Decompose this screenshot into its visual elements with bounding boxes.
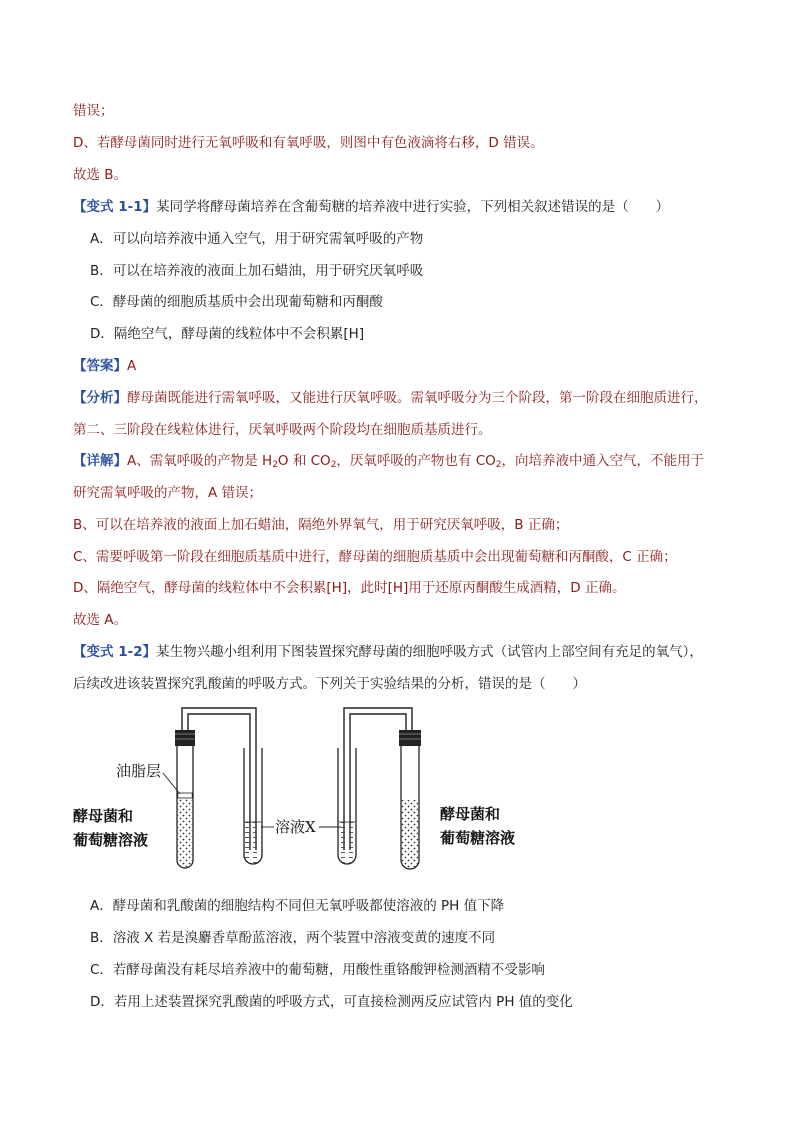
detail-a-text: ，向培养液中通入空气，不能用于 xyxy=(501,453,704,469)
prev-line-3: 故选 B。 xyxy=(73,167,128,183)
label-yeast-left-1: 酵母菌和 xyxy=(73,807,134,825)
prev-line-1: 错误； xyxy=(73,103,114,119)
label-yeast-right-1: 酵母菌和 xyxy=(440,805,501,823)
q2-option-d[interactable]: D．若用上述装置探究乳酸菌的呼吸方式，可直接检测两反应试管内 PH 值的变化 xyxy=(90,994,573,1010)
q1-stem: 某同学将酵母菌培养在含葡萄糖的培养液中进行实验，下列相关叙述错误的是（ ） xyxy=(156,199,670,215)
q1-option-d[interactable]: D．隔绝空气，酵母菌的线粒体中不会积累[H] xyxy=(90,326,365,342)
q1-answer-line xyxy=(73,356,136,376)
experiment-apparatus-figure xyxy=(68,700,538,880)
label-yeast-left-2: 葡萄糖溶液 xyxy=(73,831,149,849)
q1-option-a[interactable]: A．可以向培养液中通入空气，用于研究需氧呼吸的产物 xyxy=(90,231,424,247)
label-solution-x: 溶液X xyxy=(275,818,316,836)
q1-detail-line-a xyxy=(73,451,704,471)
q1-analysis-line-1 xyxy=(73,388,708,408)
label-oil-layer: 油脂层 xyxy=(116,762,162,780)
q1-detail-line-d: D、隔绝空气，酵母菌的线粒体中不会积累[H]，此时[H]用于还原丙酮酸生成酒精，D 正确。 xyxy=(73,580,626,596)
solution-x xyxy=(245,822,261,863)
detail-a-text: ，厌氧呼吸的产物也有 CO xyxy=(336,453,496,469)
subscript-2: 2 xyxy=(330,460,337,470)
subscript-2: 2 xyxy=(272,460,278,470)
stopper xyxy=(175,730,195,746)
yeast-glucose-solution xyxy=(178,798,192,867)
detail-a-text: A、需氧呼吸的产物是 H xyxy=(127,453,273,469)
detail-a-text: O 和 CO xyxy=(277,453,331,469)
prev-line-2: D、若酵母菌同时进行无氧呼吸和有氧呼吸，则图中有色液滴将右移，D 错误。 xyxy=(73,135,544,151)
left-apparatus xyxy=(175,708,262,868)
analysis-tag: 【分析】 xyxy=(73,390,127,406)
solution-x xyxy=(339,822,355,863)
detail-tag: 【详解】 xyxy=(73,453,127,469)
q2-stem-line-2: 后续改进该装置探究乳酸菌的呼吸方式。下列关于实验结果的分析，错误的是（ ） xyxy=(73,676,586,692)
q2-tag: 【变式 1-2】 xyxy=(73,644,157,660)
q1-detail-line-b: B、可以在培养液的液面上加石蜡油，隔绝外界氧气，用于研究厌氧呼吸，B 正确； xyxy=(73,517,569,533)
q2-stem-line-1 xyxy=(73,642,703,662)
q1-stem-line xyxy=(73,197,669,217)
q2-option-c[interactable]: C．若酵母菌没有耗尽培养液中的葡萄糖，用酸性重铬酸钾检测酒精不受影响 xyxy=(90,962,545,978)
stopper xyxy=(399,730,421,746)
q1-choose: 故选 A。 xyxy=(73,612,128,628)
answer-tag: 【答案】 xyxy=(73,358,127,374)
answer-value: A xyxy=(127,358,137,374)
q1-detail-line-a2: 研究需氧呼吸的产物，A 错误； xyxy=(73,485,263,501)
label-yeast-right-2: 葡萄糖溶液 xyxy=(440,829,516,847)
q1-tag: 【变式 1-1】 xyxy=(73,199,157,215)
q2-option-b[interactable]: B．溶液 X 若是溴麝香草酚蓝溶液，两个装置中溶液变黄的速度不同 xyxy=(90,930,496,946)
subscript-2: 2 xyxy=(495,460,502,470)
q1-option-b[interactable]: B．可以在培养液的液面上加石蜡油，用于研究厌氧呼吸 xyxy=(90,263,424,279)
q2-stem-1: 某生物兴趣小组利用下图装置探究酵母菌的细胞呼吸方式（试管内上部空间有充足的氧气）， xyxy=(156,644,703,660)
q1-detail-line-c: C、需要呼吸第一阶段在细胞质基质中进行，酵母菌的细胞质基质中会出现葡萄糖和丙酮酸，C 正确； xyxy=(73,549,677,565)
yeast-glucose-solution xyxy=(402,800,418,868)
q1-option-c[interactable]: C．酵母菌的细胞质基质中会出现葡萄糖和丙酮酸 xyxy=(90,294,383,310)
q1-analysis-line-2: 第二、三阶段在线粒体进行，厌氧呼吸两个阶段均在细胞质基质进行。 xyxy=(73,422,492,438)
q2-option-a[interactable]: A．酵母菌和乳酸菌的细胞结构不同但无氧呼吸都使溶液的 PH 值下降 xyxy=(90,898,505,914)
right-apparatus xyxy=(338,708,421,869)
analysis-text-1: 酵母菌既能进行需氧呼吸，又能进行厌氧呼吸。需氧呼吸分为三个阶段，第一阶段在细胞质进行， xyxy=(127,390,708,406)
